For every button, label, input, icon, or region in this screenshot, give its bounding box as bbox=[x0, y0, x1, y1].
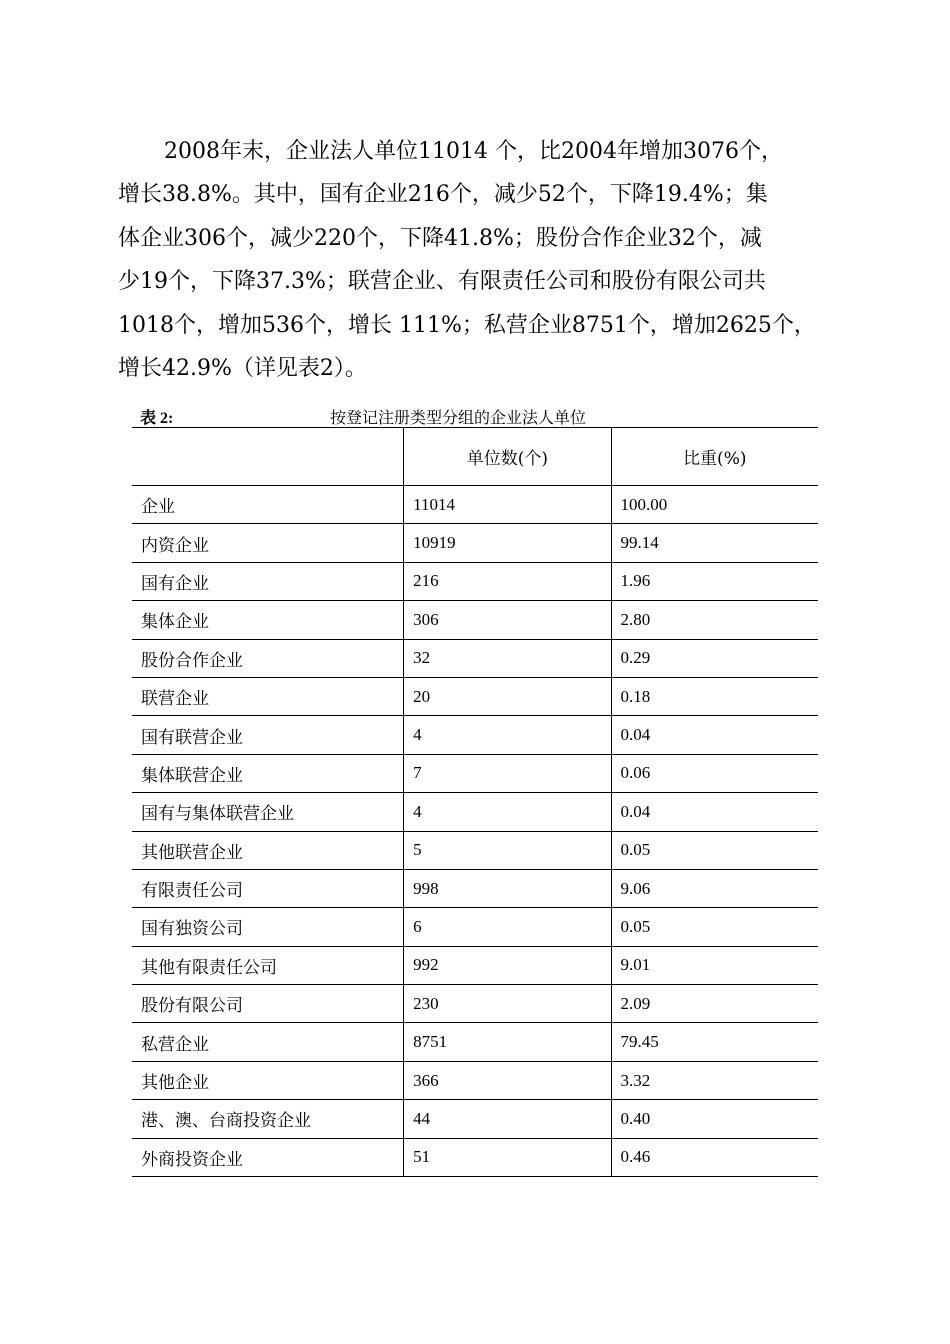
row-category: 港、澳、台商投资企业 bbox=[132, 1100, 404, 1138]
paragraph-line: 增长42.9%（详见表2）。 bbox=[118, 356, 367, 382]
row-share: 0.04 bbox=[611, 716, 818, 754]
header-category bbox=[132, 428, 404, 486]
paragraph-line: 2008年末，企业法人单位11014 个，比2004年增加3076个， bbox=[164, 139, 783, 164]
table-row bbox=[132, 1100, 818, 1138]
row-category: 私营企业 bbox=[132, 1023, 404, 1061]
row-unit-count: 5 bbox=[404, 831, 611, 869]
table-row bbox=[132, 562, 818, 600]
table-row bbox=[132, 524, 818, 562]
row-category: 联营企业 bbox=[132, 677, 404, 715]
table-row bbox=[132, 639, 818, 677]
row-category: 内资企业 bbox=[132, 524, 404, 562]
row-category: 集体联营企业 bbox=[132, 754, 404, 792]
table-header-row bbox=[132, 428, 818, 486]
row-category: 其他有限责任公司 bbox=[132, 946, 404, 984]
table-row bbox=[132, 946, 818, 984]
row-unit-count: 32 bbox=[404, 639, 611, 677]
paragraph-line: 增长38.8%。其中，国有企业216个，减少52个，下降19.4%；集 bbox=[118, 182, 768, 208]
row-share: 1.96 bbox=[611, 562, 818, 600]
row-category: 企业 bbox=[132, 486, 404, 524]
row-category: 其他企业 bbox=[132, 1061, 404, 1099]
row-category: 国有独资公司 bbox=[132, 908, 404, 946]
table-body bbox=[132, 486, 818, 1177]
table-row bbox=[132, 677, 818, 715]
row-share: 2.09 bbox=[611, 985, 818, 1023]
row-category: 其他联营企业 bbox=[132, 831, 404, 869]
row-unit-count: 51 bbox=[404, 1138, 611, 1176]
table-row bbox=[132, 486, 818, 524]
row-unit-count: 10919 bbox=[404, 524, 611, 562]
row-unit-count: 20 bbox=[404, 677, 611, 715]
row-category: 国有企业 bbox=[132, 562, 404, 600]
row-share: 9.06 bbox=[611, 869, 818, 907]
row-share: 99.14 bbox=[611, 524, 818, 562]
enterprise-table bbox=[132, 427, 818, 1177]
row-share: 0.05 bbox=[611, 831, 818, 869]
paragraph-line: 少19个，下降37.3%；联营企业、有限责任公司和股份有限公司共 bbox=[118, 269, 766, 295]
row-share: 0.04 bbox=[611, 793, 818, 831]
row-share: 0.46 bbox=[611, 1138, 818, 1176]
row-unit-count: 8751 bbox=[404, 1023, 611, 1061]
table-row bbox=[132, 908, 818, 946]
table-row bbox=[132, 1023, 818, 1061]
row-unit-count: 306 bbox=[404, 601, 611, 639]
row-share: 9.01 bbox=[611, 946, 818, 984]
row-category: 外商投资企业 bbox=[132, 1138, 404, 1176]
row-share: 100.00 bbox=[611, 486, 818, 524]
row-share: 0.40 bbox=[611, 1100, 818, 1138]
table-title: 按登记注册类型分组的企业法人单位 bbox=[330, 408, 587, 427]
table-row bbox=[132, 1061, 818, 1099]
table-row bbox=[132, 1138, 818, 1176]
header-unit-count: 单位数(个) bbox=[404, 428, 611, 486]
table-row bbox=[132, 869, 818, 907]
header-share: 比重(%) bbox=[611, 428, 818, 486]
row-category: 股份有限公司 bbox=[132, 985, 404, 1023]
row-unit-count: 216 bbox=[404, 562, 611, 600]
paragraph-line: 1018个，增加536个，增长 111%；私营企业8751个，增加2625个， bbox=[118, 312, 816, 338]
row-category: 集体企业 bbox=[132, 601, 404, 639]
row-unit-count: 4 bbox=[404, 793, 611, 831]
row-share: 0.06 bbox=[611, 754, 818, 792]
row-share: 2.80 bbox=[611, 601, 818, 639]
row-share: 79.45 bbox=[611, 1023, 818, 1061]
table-row bbox=[132, 716, 818, 754]
table-row bbox=[132, 831, 818, 869]
table-caption bbox=[140, 403, 816, 427]
paragraph-line: 体企业306个，减少220个，下降41.8%；股份合作企业32个，减 bbox=[118, 225, 762, 251]
row-category: 有限责任公司 bbox=[132, 869, 404, 907]
table-number: 表 2: bbox=[140, 410, 174, 427]
row-share: 0.05 bbox=[611, 908, 818, 946]
table-row bbox=[132, 601, 818, 639]
row-unit-count: 7 bbox=[404, 754, 611, 792]
row-unit-count: 6 bbox=[404, 908, 611, 946]
row-category: 国有与集体联营企业 bbox=[132, 793, 404, 831]
table-row bbox=[132, 793, 818, 831]
row-share: 3.32 bbox=[611, 1061, 818, 1099]
row-unit-count: 366 bbox=[404, 1061, 611, 1099]
row-unit-count: 4 bbox=[404, 716, 611, 754]
summary-paragraph bbox=[118, 130, 838, 390]
row-unit-count: 44 bbox=[404, 1100, 611, 1138]
row-share: 0.29 bbox=[611, 639, 818, 677]
row-share: 0.18 bbox=[611, 677, 818, 715]
table-row bbox=[132, 985, 818, 1023]
table-row bbox=[132, 754, 818, 792]
row-category: 国有联营企业 bbox=[132, 716, 404, 754]
row-category: 股份合作企业 bbox=[132, 639, 404, 677]
row-unit-count: 11014 bbox=[404, 486, 611, 524]
row-unit-count: 998 bbox=[404, 869, 611, 907]
row-unit-count: 230 bbox=[404, 985, 611, 1023]
row-unit-count: 992 bbox=[404, 946, 611, 984]
